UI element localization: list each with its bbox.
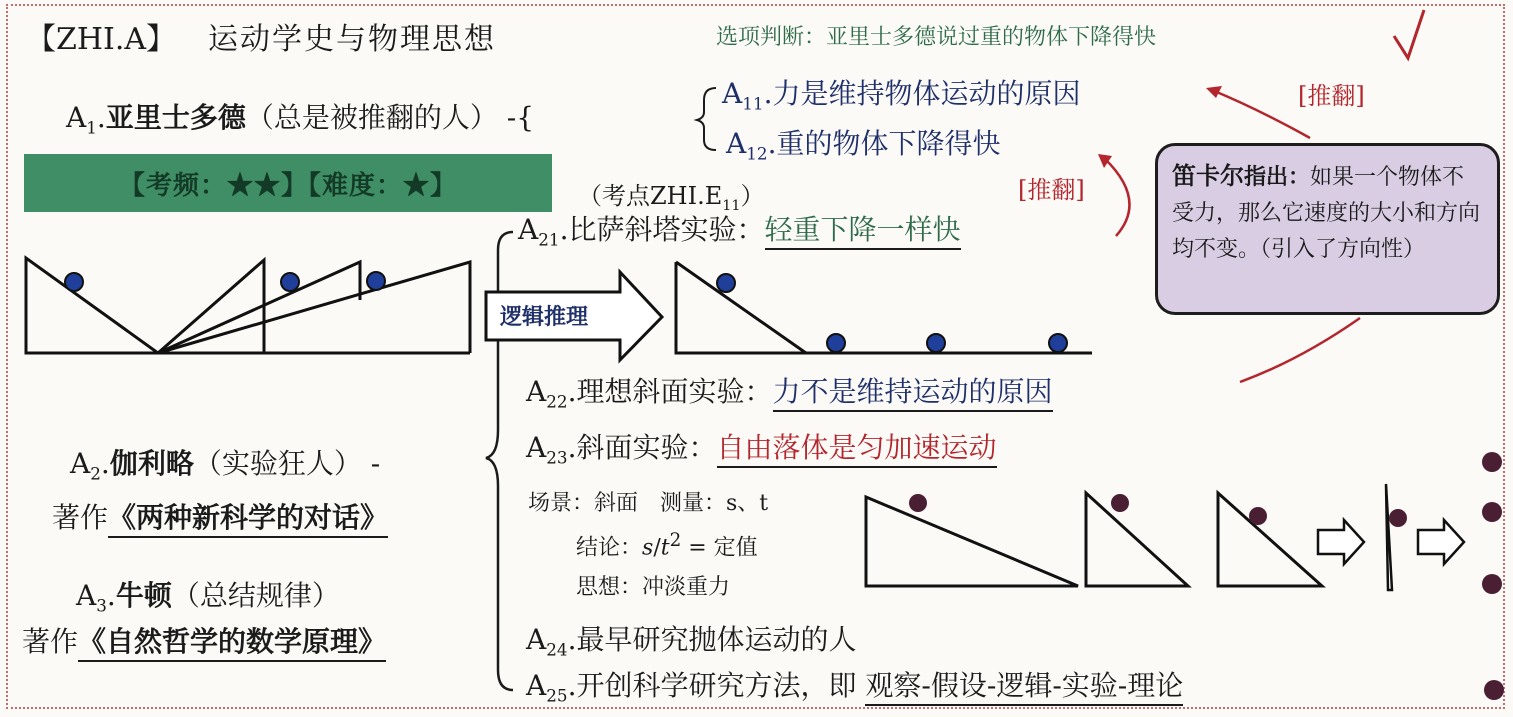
aristotle-claim-1: $A_{11}$.力是维持物体运动的原因 — [722, 77, 1081, 114]
newton-heading: $A_3$.牛顿（总结规律） — [76, 579, 340, 616]
galileo-work: 著作《两种新科学的对话》 — [52, 496, 388, 536]
logic-arrow-label: 逻辑推理 — [500, 304, 589, 330]
galileo-item-24: $A_{24}$.最早研究抛体运动的人 — [526, 623, 857, 660]
galileo-item-22: $A_{22}$.理想斜面实验：力不是维持运动的原因 — [526, 375, 1053, 412]
conclusion: 结论：$s/t^2$ = 定值 — [576, 530, 758, 561]
newton-work: 著作《自然哲学的数学原理》 — [22, 620, 386, 660]
newton-name: 牛顿 — [115, 579, 172, 612]
option-note: 选项判断：亚里士多德说过重的物体下降得快 — [716, 25, 1157, 50]
galileo-item-21: $A_{21}$.比萨斜塔实验：轻重下降一样快 — [518, 213, 961, 250]
galileo-item-23: $A_{23}$.斜面实验：自由落体是匀加速运动 — [526, 431, 997, 468]
overturn-label-1: [推翻] — [1018, 176, 1085, 204]
aristotle-heading: $A_1$.亚里士多德（总是被推翻的人） -{ — [66, 101, 535, 138]
galileo-item-25: $A_{25}$.开创科学研究方法，即 观察-假设-逻辑-实验-理论 — [526, 669, 1184, 706]
galileo-heading: $A_2$.伽利略（实验狂人） - — [70, 447, 381, 484]
section-code: 【ZHI.A】 — [26, 22, 177, 57]
thought: 思想：冲淡重力 — [576, 575, 731, 600]
section-title: 运动学史与物理思想 — [208, 22, 496, 57]
overturn-label-2: [推翻] — [1298, 82, 1365, 110]
descartes-name: 笛卡尔 — [1172, 161, 1244, 190]
aristotle-claim-2: $A_{12}$.重的物体下降得快 — [726, 127, 1001, 164]
frequency-difficulty-badge: 【考频：★★】【难度：★】 — [24, 154, 552, 212]
descartes-box: 笛卡尔指出：如果一个物体不受力，那么它速度的大小和方向均不变。（引入了方向性） — [1155, 143, 1500, 315]
scene-measure: 场景：斜面 测量：s、t — [528, 491, 769, 516]
exam-point: （考点$ZHI.E_{11}$） — [578, 182, 765, 214]
galileo-name: 伽利略 — [109, 447, 194, 480]
aristotle-name: 亚里士多德 — [105, 101, 246, 134]
